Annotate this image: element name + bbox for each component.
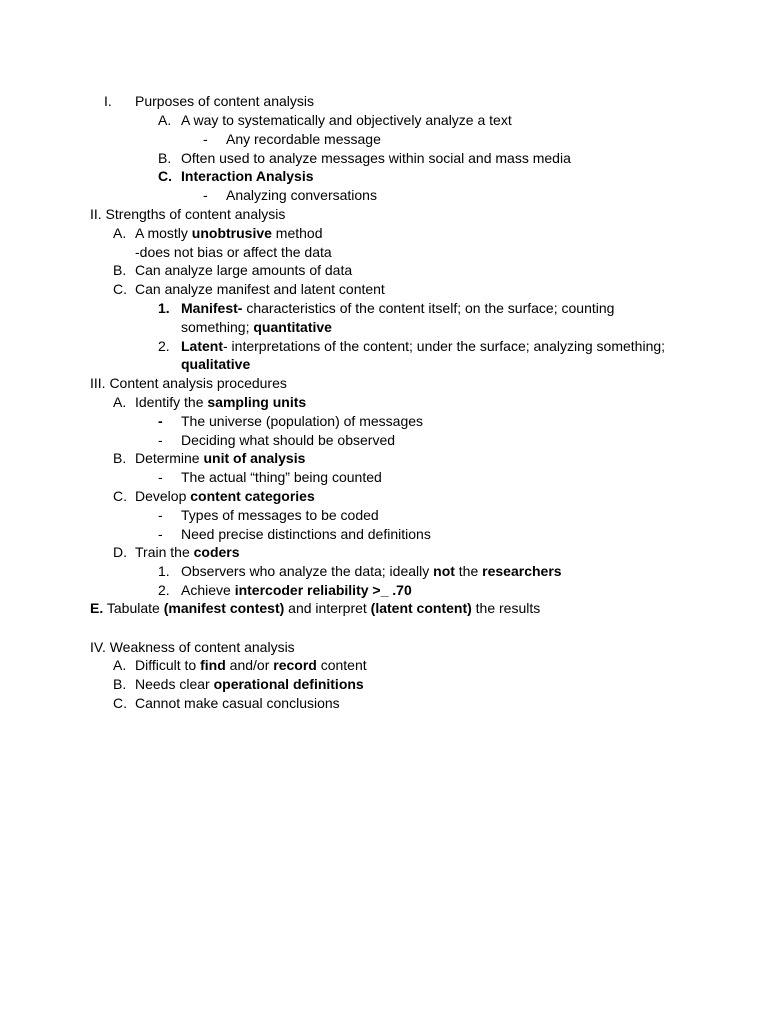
outline-subitem: Any recordable message	[226, 131, 381, 147]
dash-marker: -	[203, 187, 208, 203]
dash-marker: -	[158, 526, 163, 542]
outline-subitem-continued: something; quantitative	[181, 319, 332, 335]
outline-subitem: Deciding what should be observed	[181, 432, 396, 448]
outline-item: Determine unit of analysis	[135, 450, 306, 466]
item-marker: A.	[113, 657, 127, 673]
outline-item: A mostly unobtrusive method	[135, 225, 323, 241]
outline-subitem: Analyzing conversations	[226, 187, 377, 203]
outline-item: Needs clear operational definitions	[135, 676, 364, 692]
item-marker: B.	[113, 262, 127, 278]
outline-item: Often used to analyze messages within social and mass media	[181, 150, 571, 166]
outline-item: Identify the sampling units	[135, 394, 307, 410]
item-marker: A.	[113, 225, 127, 241]
dash-marker: -	[203, 131, 208, 147]
outline-item: Can analyze manifest and latent content	[135, 281, 385, 297]
outline-subitem: Manifest- characteristics of the content itself; on the surface; counting	[181, 300, 615, 316]
outline-note: -does not bias or affect the data	[135, 244, 332, 260]
section-title: IV. Weakness of content analysis	[90, 639, 295, 655]
outline-subitem: Latent- interpretations of the content; under the surface; analyzing something;	[181, 338, 666, 354]
outline-item: Develop content categories	[135, 488, 315, 504]
outline-item: Interaction Analysis	[181, 168, 314, 184]
outline-subitem: Need precise distinctions and definitions	[181, 526, 431, 542]
item-marker: B.	[113, 676, 127, 692]
outline-subitem: Observers who analyze the data; ideally not the researchers	[181, 563, 562, 579]
item-marker: C.	[113, 488, 127, 504]
section-marker: I.	[104, 93, 112, 109]
outline-subitem: The actual “thing” being counted	[181, 469, 382, 485]
outline-item: Can analyze large amounts of data	[135, 262, 353, 278]
dash-marker: -	[158, 413, 163, 429]
dash-marker: -	[158, 432, 163, 448]
item-marker: C.	[113, 281, 127, 297]
outline-item: E. Tabulate (manifest contest) and interpret (latent content) the results	[90, 600, 541, 616]
number-marker: 1.	[158, 563, 170, 579]
outline-subitem: Achieve intercoder reliability >_ .70	[181, 582, 412, 598]
outline-item: Difficult to find and/or record content	[135, 657, 367, 673]
outline-item: Cannot make casual conclusions	[135, 695, 340, 711]
item-marker: C.	[158, 168, 172, 184]
section-title: Purposes of content analysis	[135, 93, 314, 109]
section-title: II. Strengths of content analysis	[90, 206, 286, 222]
number-marker: 2.	[158, 582, 170, 598]
dash-marker: -	[158, 507, 163, 523]
item-marker: B.	[113, 450, 127, 466]
item-marker: B.	[158, 150, 172, 166]
outline-subitem-continued: qualitative	[181, 356, 251, 372]
outline-subitem: Types of messages to be coded	[181, 507, 379, 523]
item-marker: A.	[158, 112, 172, 128]
outline-item: A way to systematically and objectively analyze a text	[181, 112, 512, 128]
outline-item: Train the coders	[135, 544, 240, 560]
number-marker: 1.	[158, 300, 170, 316]
item-marker: C.	[113, 695, 127, 711]
number-marker: 2.	[158, 338, 170, 354]
item-marker: A.	[113, 394, 127, 410]
dash-marker: -	[158, 469, 163, 485]
section-title: III. Content analysis procedures	[90, 375, 287, 391]
outline-subitem: The universe (population) of messages	[181, 413, 424, 429]
item-marker: D.	[113, 544, 127, 560]
